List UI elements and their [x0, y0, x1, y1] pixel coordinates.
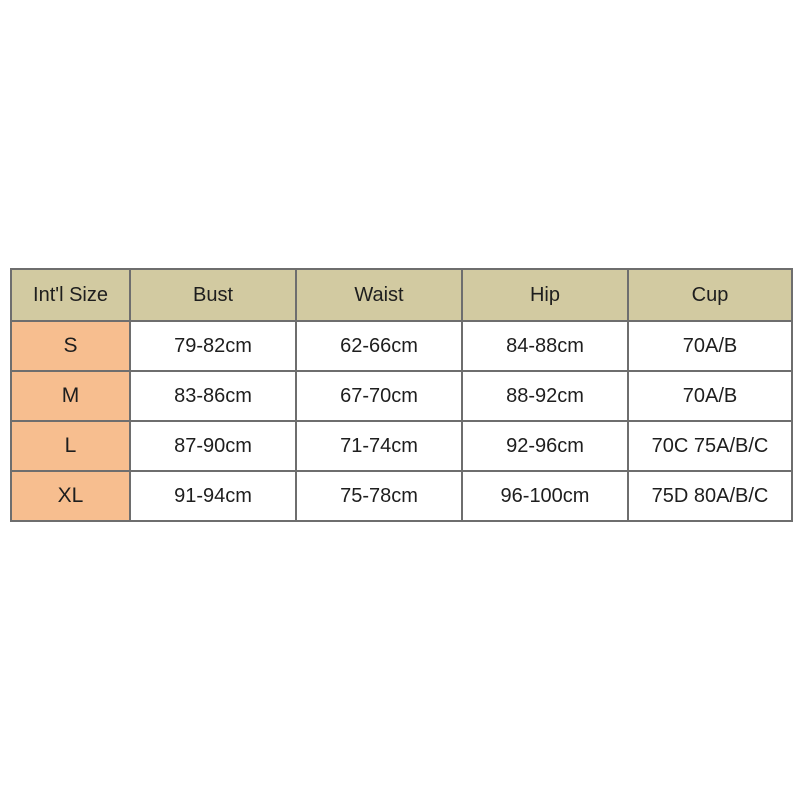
waist-cell: 67-70cm [296, 371, 462, 421]
bust-cell: 79-82cm [130, 321, 296, 371]
table-row [11, 471, 792, 521]
size-cell: L [11, 421, 130, 471]
header-hip: Hip [462, 269, 628, 321]
header-bust: Bust [130, 269, 296, 321]
bust-cell: 83-86cm [130, 371, 296, 421]
bust-cell: 87-90cm [130, 421, 296, 471]
size-chart [10, 268, 791, 522]
size-cell: XL [11, 471, 130, 521]
header-waist: Waist [296, 269, 462, 321]
bust-cell: 91-94cm [130, 471, 296, 521]
hip-cell: 92-96cm [462, 421, 628, 471]
hip-cell: 96-100cm [462, 471, 628, 521]
cup-cell: 70C 75A/B/C [628, 421, 792, 471]
table-row [11, 421, 792, 471]
size-cell: M [11, 371, 130, 421]
hip-cell: 88-92cm [462, 371, 628, 421]
cup-cell: 70A/B [628, 371, 792, 421]
table-body [11, 321, 792, 521]
table-header [11, 269, 792, 321]
table-row [11, 321, 792, 371]
waist-cell: 75-78cm [296, 471, 462, 521]
header-cup: Cup [628, 269, 792, 321]
cup-cell: 70A/B [628, 321, 792, 371]
size-cell: S [11, 321, 130, 371]
waist-cell: 62-66cm [296, 321, 462, 371]
size-chart-table [10, 268, 793, 522]
header-intl-size: Int'l Size [11, 269, 130, 321]
hip-cell: 84-88cm [462, 321, 628, 371]
table-row [11, 371, 792, 421]
waist-cell: 71-74cm [296, 421, 462, 471]
cup-cell: 75D 80A/B/C [628, 471, 792, 521]
header-row [11, 269, 792, 321]
